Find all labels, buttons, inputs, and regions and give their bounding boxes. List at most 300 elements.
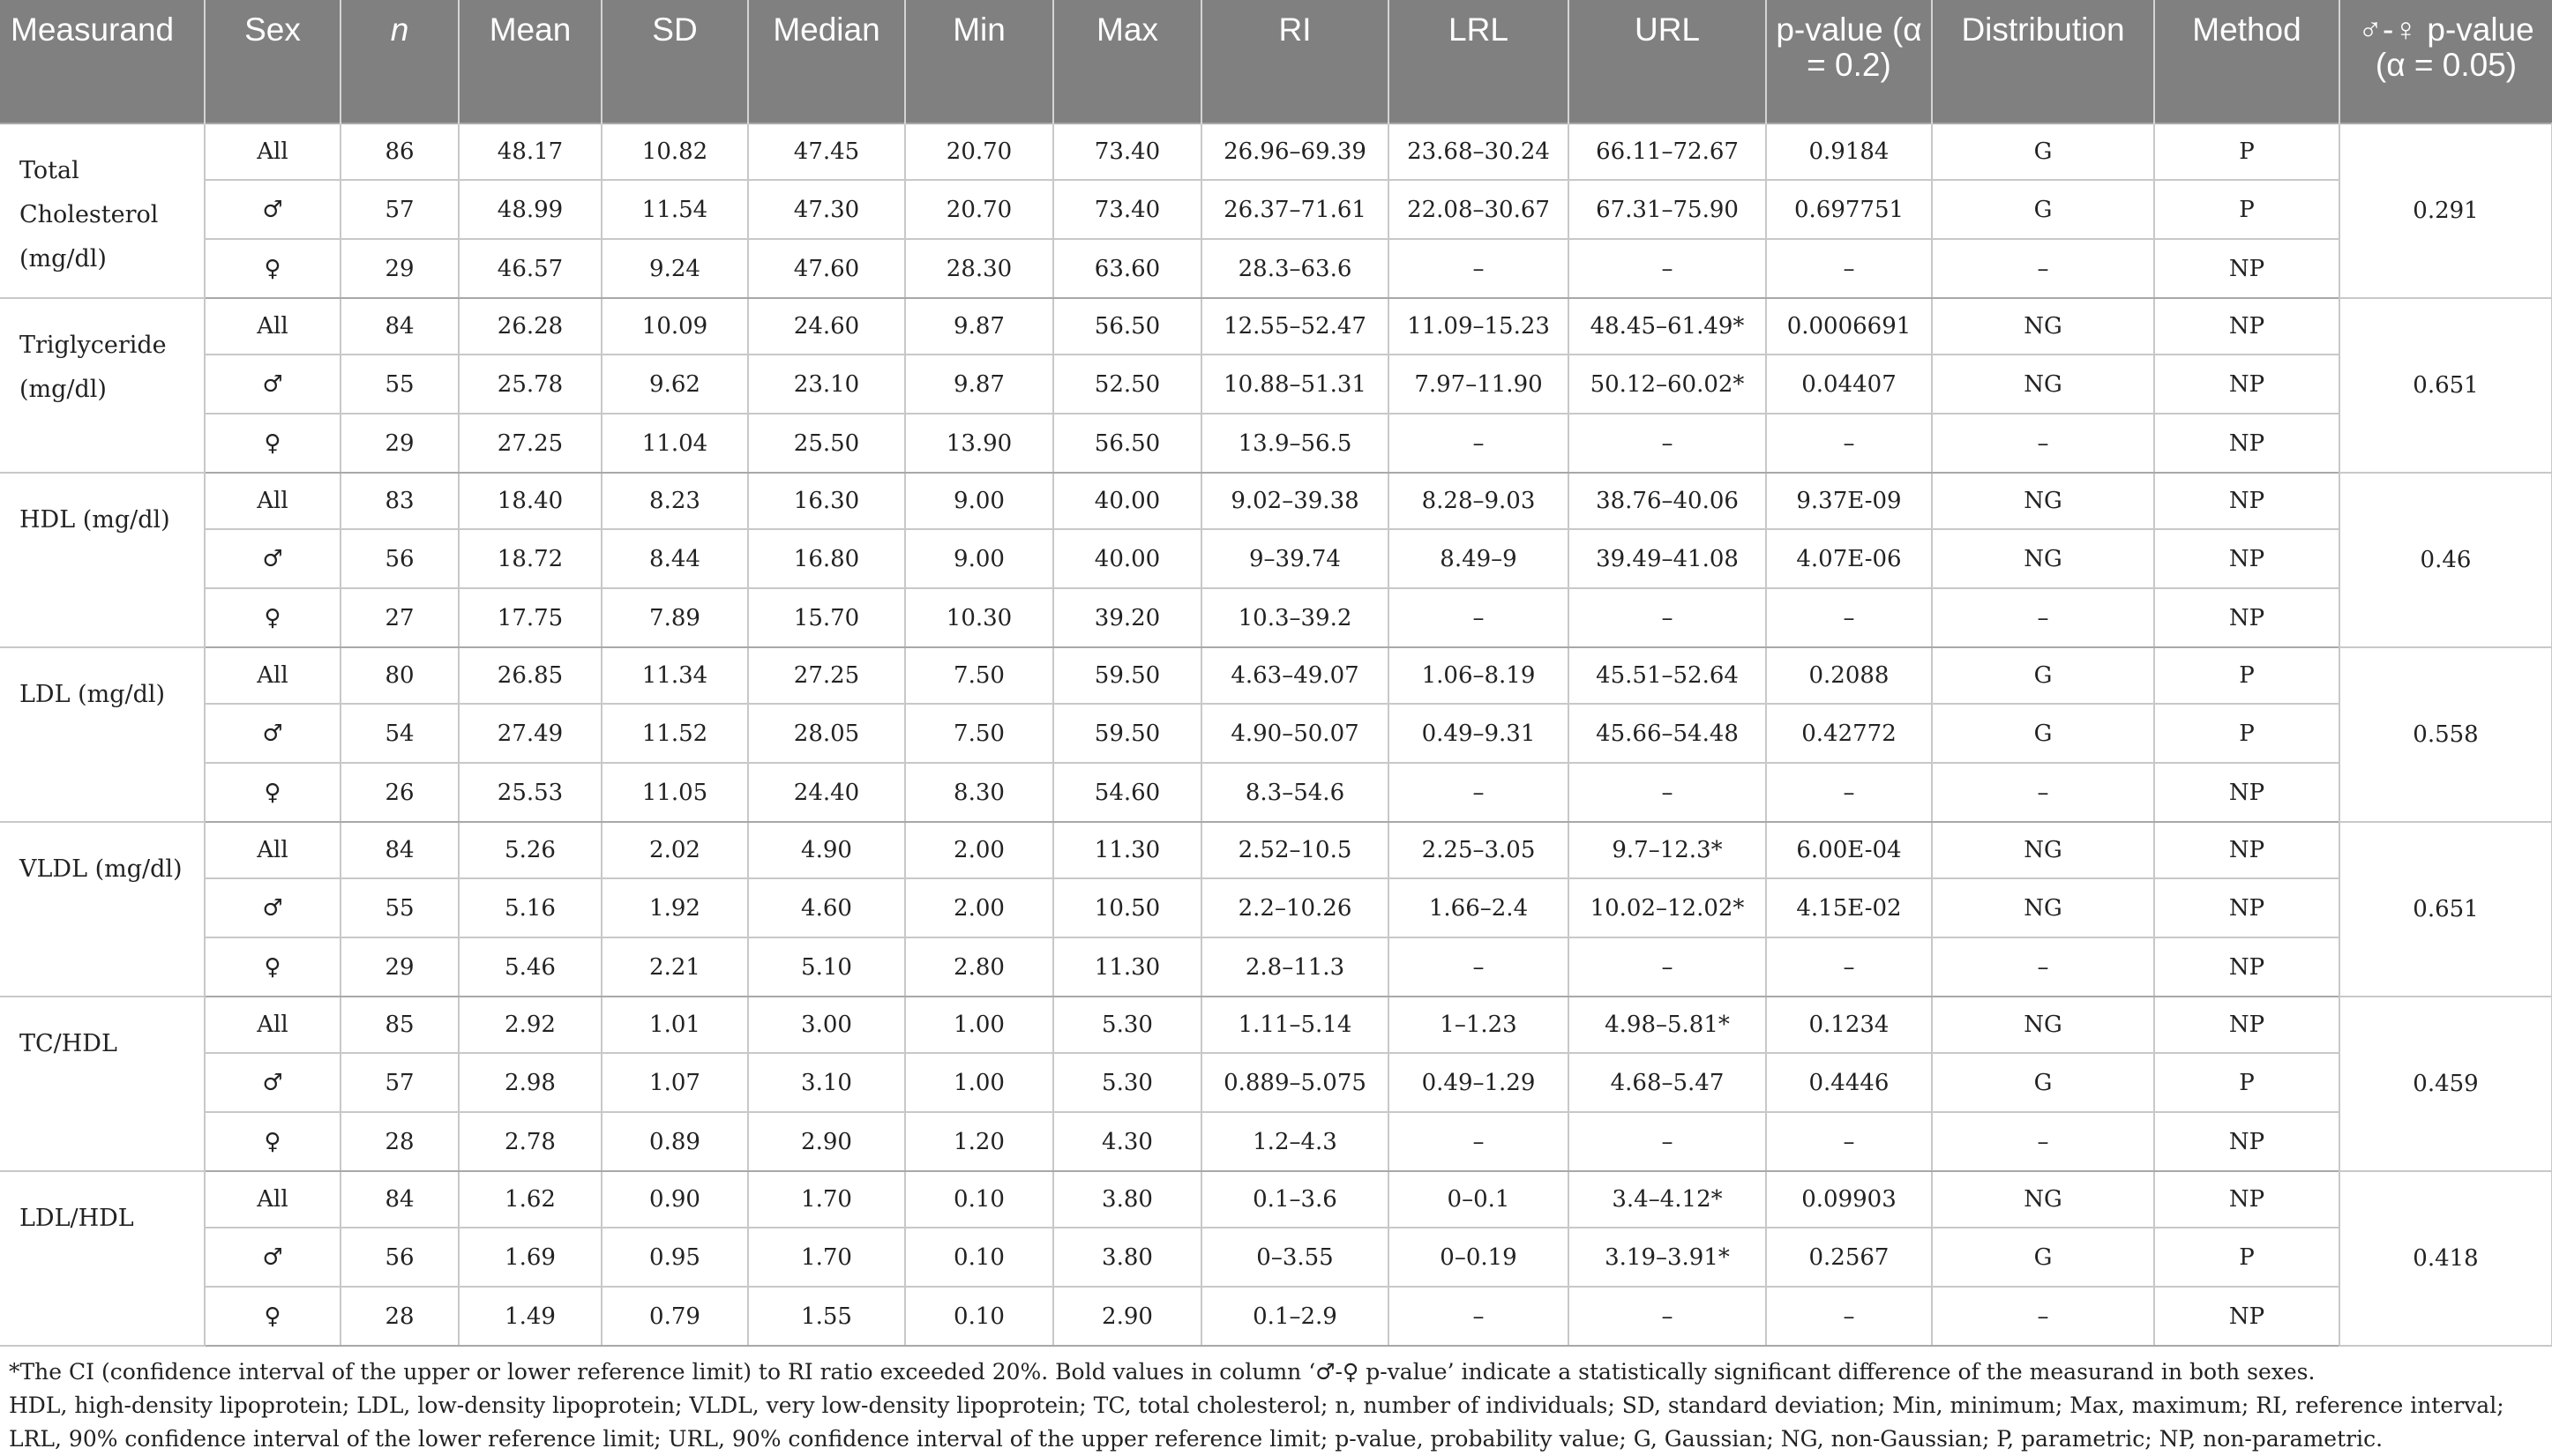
- n-cell: 28: [341, 1112, 459, 1171]
- method-cell: NP: [2154, 822, 2339, 878]
- sd-cell: 11.34: [602, 647, 748, 704]
- table-row: [0, 1287, 2552, 1346]
- mean-cell: 1.62: [459, 1171, 602, 1228]
- lrl-cell: 1.06–8.19: [1388, 647, 1568, 704]
- sex-cell: ♂: [205, 1053, 341, 1112]
- header-max: Max: [1053, 0, 1201, 123]
- ri-cell: 1.11–5.14: [1201, 997, 1388, 1053]
- table-row: [0, 123, 2552, 180]
- ri-cell: 2.8–11.3: [1201, 937, 1388, 997]
- table-row: [0, 704, 2552, 763]
- min-cell: 2.80: [905, 937, 1053, 997]
- max-cell: 59.50: [1053, 704, 1201, 763]
- sd-cell: 11.05: [602, 763, 748, 822]
- footnote-abbreviations: HDL, high-density lipoprotein; LDL, low-density lipoprotein; VLDL, very low-density lipoprotein; TC, total cholesterol; n, number of individuals; SD, standard deviation; Min, minimum; Max, maximum; RI, reference interval; LRL, 90% confidence interval of the lower reference limit; URL, 90% confidence interval of the upper reference limit; p-value, probability value; G, Gaussian; NG, non-Gaussian; P, parametric; NP, non-parametric.: [9, 1393, 2504, 1452]
- ri-cell: 10.3–39.2: [1201, 588, 1388, 647]
- median-cell: 27.25: [748, 647, 905, 704]
- min-cell: 0.10: [905, 1171, 1053, 1228]
- url-cell: 4.68–5.47: [1568, 1053, 1766, 1112]
- method-cell: NP: [2154, 355, 2339, 414]
- p-cell: –: [1766, 1287, 1932, 1346]
- dist-cell: G: [1932, 647, 2154, 704]
- max-cell: 73.40: [1053, 123, 1201, 180]
- n-cell: 28: [341, 1287, 459, 1346]
- url-cell: 45.66–54.48: [1568, 704, 1766, 763]
- lrl-cell: 1–1.23: [1388, 997, 1568, 1053]
- measurand-cell: HDL (mg/dl): [0, 473, 205, 647]
- min-cell: 0.10: [905, 1287, 1053, 1346]
- mean-cell: 48.17: [459, 123, 602, 180]
- mean-cell: 2.78: [459, 1112, 602, 1171]
- dist-cell: –: [1932, 1287, 2154, 1346]
- max-cell: 63.60: [1053, 239, 1201, 298]
- sex-cell: ♀: [205, 414, 341, 473]
- mean-cell: 27.25: [459, 414, 602, 473]
- median-cell: 25.50: [748, 414, 905, 473]
- min-cell: 10.30: [905, 588, 1053, 647]
- url-cell: –: [1568, 1287, 1766, 1346]
- lrl-cell: 0–0.1: [1388, 1171, 1568, 1228]
- max-cell: 56.50: [1053, 414, 1201, 473]
- median-cell: 1.70: [748, 1171, 905, 1228]
- table-row: [0, 298, 2552, 355]
- lrl-cell: 8.49–9: [1388, 529, 1568, 588]
- max-cell: 40.00: [1053, 529, 1201, 588]
- min-cell: 9.87: [905, 355, 1053, 414]
- p-cell: –: [1766, 414, 1932, 473]
- sex-p-value-cell: 0.459: [2339, 997, 2552, 1171]
- dist-cell: G: [1932, 704, 2154, 763]
- table-row: [0, 529, 2552, 588]
- max-cell: 11.30: [1053, 937, 1201, 997]
- max-cell: 10.50: [1053, 878, 1201, 937]
- n-cell: 57: [341, 180, 459, 239]
- sd-cell: 0.90: [602, 1171, 748, 1228]
- url-cell: 67.31–75.90: [1568, 180, 1766, 239]
- ri-cell: 26.37–71.61: [1201, 180, 1388, 239]
- dist-cell: –: [1932, 1112, 2154, 1171]
- ri-cell: 26.96–69.39: [1201, 123, 1388, 180]
- method-cell: NP: [2154, 239, 2339, 298]
- url-cell: 50.12–60.02*: [1568, 355, 1766, 414]
- p-cell: –: [1766, 588, 1932, 647]
- ri-cell: 0.1–3.6: [1201, 1171, 1388, 1228]
- sex-cell: ♂: [205, 878, 341, 937]
- sex-cell: ♂: [205, 704, 341, 763]
- median-cell: 5.10: [748, 937, 905, 997]
- method-cell: P: [2154, 704, 2339, 763]
- median-cell: 1.70: [748, 1228, 905, 1287]
- url-cell: –: [1568, 588, 1766, 647]
- n-cell: 56: [341, 529, 459, 588]
- mean-cell: 25.78: [459, 355, 602, 414]
- median-cell: 16.30: [748, 473, 905, 529]
- min-cell: 20.70: [905, 123, 1053, 180]
- p-cell: 0.9184: [1766, 123, 1932, 180]
- lrl-cell: 7.97–11.90: [1388, 355, 1568, 414]
- url-cell: 9.7–12.3*: [1568, 822, 1766, 878]
- median-cell: 24.40: [748, 763, 905, 822]
- measurand-cell: TC/HDL: [0, 997, 205, 1171]
- n-cell: 29: [341, 239, 459, 298]
- sex-p-value-cell: 0.291: [2339, 123, 2552, 298]
- sex-cell: ♂: [205, 1228, 341, 1287]
- p-cell: –: [1766, 763, 1932, 822]
- lrl-cell: –: [1388, 1112, 1568, 1171]
- url-cell: 48.45–61.49*: [1568, 298, 1766, 355]
- table-row: [0, 878, 2552, 937]
- table-row: [0, 1171, 2552, 1228]
- n-cell: 85: [341, 997, 459, 1053]
- lrl-cell: 11.09–15.23: [1388, 298, 1568, 355]
- ri-cell: 12.55–52.47: [1201, 298, 1388, 355]
- ri-cell: 2.2–10.26: [1201, 878, 1388, 937]
- url-cell: –: [1568, 1112, 1766, 1171]
- header-min: Min: [905, 0, 1053, 123]
- max-cell: 4.30: [1053, 1112, 1201, 1171]
- median-cell: 1.55: [748, 1287, 905, 1346]
- p-cell: 4.07E-06: [1766, 529, 1932, 588]
- dist-cell: –: [1932, 239, 2154, 298]
- sd-cell: 11.04: [602, 414, 748, 473]
- lrl-cell: 2.25–3.05: [1388, 822, 1568, 878]
- lrl-cell: 0.49–9.31: [1388, 704, 1568, 763]
- n-cell: 84: [341, 298, 459, 355]
- p-cell: 0.697751: [1766, 180, 1932, 239]
- url-cell: 39.49–41.08: [1568, 529, 1766, 588]
- min-cell: 7.50: [905, 647, 1053, 704]
- mean-cell: 48.99: [459, 180, 602, 239]
- median-cell: 24.60: [748, 298, 905, 355]
- sex-cell: ♀: [205, 1287, 341, 1346]
- sd-cell: 0.95: [602, 1228, 748, 1287]
- table-row: [0, 1112, 2552, 1171]
- method-cell: NP: [2154, 529, 2339, 588]
- url-cell: 3.19–3.91*: [1568, 1228, 1766, 1287]
- min-cell: 1.20: [905, 1112, 1053, 1171]
- ri-cell: 28.3–63.6: [1201, 239, 1388, 298]
- dist-cell: NG: [1932, 997, 2154, 1053]
- table-row: [0, 647, 2552, 704]
- dist-cell: G: [1932, 123, 2154, 180]
- min-cell: 9.87: [905, 298, 1053, 355]
- p-cell: 0.04407: [1766, 355, 1932, 414]
- p-cell: 0.42772: [1766, 704, 1932, 763]
- max-cell: 11.30: [1053, 822, 1201, 878]
- ri-cell: 0.889–5.075: [1201, 1053, 1388, 1112]
- dist-cell: NG: [1932, 1171, 2154, 1228]
- n-cell: 80: [341, 647, 459, 704]
- max-cell: 5.30: [1053, 997, 1201, 1053]
- method-cell: NP: [2154, 937, 2339, 997]
- dist-cell: –: [1932, 588, 2154, 647]
- n-cell: 55: [341, 878, 459, 937]
- mean-cell: 1.49: [459, 1287, 602, 1346]
- lrl-cell: 22.08–30.67: [1388, 180, 1568, 239]
- p-cell: 0.4446: [1766, 1053, 1932, 1112]
- dist-cell: G: [1932, 1053, 2154, 1112]
- url-cell: –: [1568, 414, 1766, 473]
- method-cell: NP: [2154, 1171, 2339, 1228]
- header-n: n: [341, 0, 459, 123]
- sex-cell: ♂: [205, 355, 341, 414]
- table-row: [0, 473, 2552, 529]
- max-cell: 3.80: [1053, 1171, 1201, 1228]
- url-cell: 66.11–72.67: [1568, 123, 1766, 180]
- table-row: [0, 1053, 2552, 1112]
- sex-p-value-cell: 0.558: [2339, 647, 2552, 822]
- lrl-cell: 1.66–2.4: [1388, 878, 1568, 937]
- lrl-cell: –: [1388, 763, 1568, 822]
- n-cell: 84: [341, 1171, 459, 1228]
- max-cell: 52.50: [1053, 355, 1201, 414]
- n-cell: 27: [341, 588, 459, 647]
- p-cell: 0.2567: [1766, 1228, 1932, 1287]
- sd-cell: 1.07: [602, 1053, 748, 1112]
- max-cell: 2.90: [1053, 1287, 1201, 1346]
- header-sd: SD: [602, 0, 748, 123]
- method-cell: NP: [2154, 878, 2339, 937]
- dist-cell: –: [1932, 763, 2154, 822]
- method-cell: P: [2154, 1228, 2339, 1287]
- method-cell: P: [2154, 647, 2339, 704]
- dist-cell: G: [1932, 1228, 2154, 1287]
- table-row: [0, 180, 2552, 239]
- sd-cell: 9.24: [602, 239, 748, 298]
- dist-cell: NG: [1932, 529, 2154, 588]
- ri-cell: 13.9–56.5: [1201, 414, 1388, 473]
- mean-cell: 26.85: [459, 647, 602, 704]
- n-cell: 26: [341, 763, 459, 822]
- median-cell: 4.60: [748, 878, 905, 937]
- max-cell: 56.50: [1053, 298, 1201, 355]
- url-cell: 3.4–4.12*: [1568, 1171, 1766, 1228]
- n-cell: 29: [341, 937, 459, 997]
- median-cell: 47.60: [748, 239, 905, 298]
- method-cell: NP: [2154, 1287, 2339, 1346]
- mean-cell: 17.75: [459, 588, 602, 647]
- lrl-cell: –: [1388, 1287, 1568, 1346]
- table-row: [0, 1228, 2552, 1287]
- header-median: Median: [748, 0, 905, 123]
- sex-cell: ♂: [205, 180, 341, 239]
- ri-cell: 0.1–2.9: [1201, 1287, 1388, 1346]
- method-cell: NP: [2154, 588, 2339, 647]
- sex-cell: ♀: [205, 1112, 341, 1171]
- median-cell: 16.80: [748, 529, 905, 588]
- p-cell: –: [1766, 1112, 1932, 1171]
- min-cell: 1.00: [905, 1053, 1053, 1112]
- n-cell: 86: [341, 123, 459, 180]
- ri-cell: 4.90–50.07: [1201, 704, 1388, 763]
- sd-cell: 0.79: [602, 1287, 748, 1346]
- min-cell: 8.30: [905, 763, 1053, 822]
- median-cell: 15.70: [748, 588, 905, 647]
- sex-cell: ♀: [205, 239, 341, 298]
- method-cell: NP: [2154, 763, 2339, 822]
- measurand-cell: Total Cholesterol (mg/dl): [0, 123, 205, 298]
- header-lrl: LRL: [1388, 0, 1568, 123]
- sd-cell: 8.23: [602, 473, 748, 529]
- min-cell: 20.70: [905, 180, 1053, 239]
- ri-cell: 0–3.55: [1201, 1228, 1388, 1287]
- mean-cell: 2.92: [459, 997, 602, 1053]
- header-measurand: Measurand: [0, 0, 205, 123]
- ri-cell: 4.63–49.07: [1201, 647, 1388, 704]
- p-cell: 0.1234: [1766, 997, 1932, 1053]
- min-cell: 2.00: [905, 878, 1053, 937]
- sex-cell: All: [205, 822, 341, 878]
- header-method: Method: [2154, 0, 2339, 123]
- median-cell: 47.30: [748, 180, 905, 239]
- mean-cell: 26.28: [459, 298, 602, 355]
- n-cell: 83: [341, 473, 459, 529]
- header-url: URL: [1568, 0, 1766, 123]
- n-cell: 84: [341, 822, 459, 878]
- measurand-cell: LDL/HDL: [0, 1171, 205, 1346]
- n-cell: 54: [341, 704, 459, 763]
- sd-cell: 0.89: [602, 1112, 748, 1171]
- ri-cell: 9–39.74: [1201, 529, 1388, 588]
- sd-cell: 1.01: [602, 997, 748, 1053]
- footnote-asterisk: *The CI (confidence interval of the upper or lower reference limit) to RI ratio exceeded 20%. Bold values in column ‘♂-♀ p-value’ indicate a statistically significant difference of the measurand in both sexes.: [9, 1359, 2316, 1385]
- sd-cell: 11.54: [602, 180, 748, 239]
- sex-cell: ♀: [205, 588, 341, 647]
- header-row: [0, 0, 2552, 123]
- table-body: [0, 123, 2552, 1346]
- max-cell: 5.30: [1053, 1053, 1201, 1112]
- sex-p-value-cell: 0.46: [2339, 473, 2552, 647]
- max-cell: 59.50: [1053, 647, 1201, 704]
- min-cell: 0.10: [905, 1228, 1053, 1287]
- max-cell: 40.00: [1053, 473, 1201, 529]
- dist-cell: –: [1932, 414, 2154, 473]
- median-cell: 4.90: [748, 822, 905, 878]
- n-cell: 29: [341, 414, 459, 473]
- ri-cell: 8.3–54.6: [1201, 763, 1388, 822]
- lrl-cell: –: [1388, 414, 1568, 473]
- measurand-cell: VLDL (mg/dl): [0, 822, 205, 997]
- sd-cell: 2.02: [602, 822, 748, 878]
- n-cell: 56: [341, 1228, 459, 1287]
- median-cell: 23.10: [748, 355, 905, 414]
- sex-cell: ♀: [205, 763, 341, 822]
- measurand-cell: Triglyceride (mg/dl): [0, 298, 205, 473]
- lrl-cell: 0–0.19: [1388, 1228, 1568, 1287]
- lrl-cell: –: [1388, 588, 1568, 647]
- method-cell: NP: [2154, 298, 2339, 355]
- p-cell: 4.15E-02: [1766, 878, 1932, 937]
- min-cell: 9.00: [905, 473, 1053, 529]
- table-row: [0, 997, 2552, 1053]
- table-row: [0, 937, 2552, 997]
- lrl-cell: 23.68–30.24: [1388, 123, 1568, 180]
- sd-cell: 10.09: [602, 298, 748, 355]
- url-cell: –: [1568, 763, 1766, 822]
- table-row: [0, 763, 2552, 822]
- n-cell: 57: [341, 1053, 459, 1112]
- sex-p-value-cell: 0.651: [2339, 298, 2552, 473]
- sex-cell: All: [205, 997, 341, 1053]
- median-cell: 3.10: [748, 1053, 905, 1112]
- lrl-cell: –: [1388, 937, 1568, 997]
- mean-cell: 18.72: [459, 529, 602, 588]
- method-cell: NP: [2154, 473, 2339, 529]
- median-cell: 3.00: [748, 997, 905, 1053]
- max-cell: 73.40: [1053, 180, 1201, 239]
- mean-cell: 5.26: [459, 822, 602, 878]
- sex-cell: All: [205, 647, 341, 704]
- mean-cell: 46.57: [459, 239, 602, 298]
- url-cell: 45.51–52.64: [1568, 647, 1766, 704]
- p-cell: 9.37E-09: [1766, 473, 1932, 529]
- mean-cell: 1.69: [459, 1228, 602, 1287]
- max-cell: 39.20: [1053, 588, 1201, 647]
- method-cell: P: [2154, 180, 2339, 239]
- sd-cell: 7.89: [602, 588, 748, 647]
- min-cell: 1.00: [905, 997, 1053, 1053]
- method-cell: NP: [2154, 1112, 2339, 1171]
- url-cell: –: [1568, 239, 1766, 298]
- dist-cell: –: [1932, 937, 2154, 997]
- dist-cell: NG: [1932, 298, 2154, 355]
- min-cell: 13.90: [905, 414, 1053, 473]
- dist-cell: NG: [1932, 473, 2154, 529]
- lrl-cell: –: [1388, 239, 1568, 298]
- mean-cell: 2.98: [459, 1053, 602, 1112]
- header-mean: Mean: [459, 0, 602, 123]
- table-row: [0, 414, 2552, 473]
- header-ri: RI: [1201, 0, 1388, 123]
- dist-cell: NG: [1932, 355, 2154, 414]
- min-cell: 9.00: [905, 529, 1053, 588]
- method-cell: P: [2154, 1053, 2339, 1112]
- ri-cell: 9.02–39.38: [1201, 473, 1388, 529]
- header-distribution: Distribution: [1932, 0, 2154, 123]
- url-cell: –: [1568, 937, 1766, 997]
- sex-cell: ♂: [205, 529, 341, 588]
- url-cell: 38.76–40.06: [1568, 473, 1766, 529]
- table-row: [0, 239, 2552, 298]
- mean-cell: 18.40: [459, 473, 602, 529]
- sex-cell: All: [205, 1171, 341, 1228]
- mean-cell: 5.16: [459, 878, 602, 937]
- ri-cell: 1.2–4.3: [1201, 1112, 1388, 1171]
- median-cell: 28.05: [748, 704, 905, 763]
- sd-cell: 11.52: [602, 704, 748, 763]
- sd-cell: 1.92: [602, 878, 748, 937]
- header-p-value: p-value (α = 0.2): [1766, 0, 1932, 123]
- table-row: [0, 588, 2552, 647]
- dist-cell: NG: [1932, 878, 2154, 937]
- p-cell: 0.09903: [1766, 1171, 1932, 1228]
- sd-cell: 10.82: [602, 123, 748, 180]
- lrl-cell: 0.49–1.29: [1388, 1053, 1568, 1112]
- sex-cell: All: [205, 473, 341, 529]
- dist-cell: NG: [1932, 822, 2154, 878]
- p-cell: 0.0006691: [1766, 298, 1932, 355]
- mean-cell: 5.46: [459, 937, 602, 997]
- lrl-cell: 8.28–9.03: [1388, 473, 1568, 529]
- sex-cell: All: [205, 123, 341, 180]
- p-cell: 0.2088: [1766, 647, 1932, 704]
- sd-cell: 9.62: [602, 355, 748, 414]
- sex-p-value-cell: 0.418: [2339, 1171, 2552, 1346]
- p-cell: –: [1766, 937, 1932, 997]
- sex-cell: All: [205, 298, 341, 355]
- dist-cell: G: [1932, 180, 2154, 239]
- mean-cell: 27.49: [459, 704, 602, 763]
